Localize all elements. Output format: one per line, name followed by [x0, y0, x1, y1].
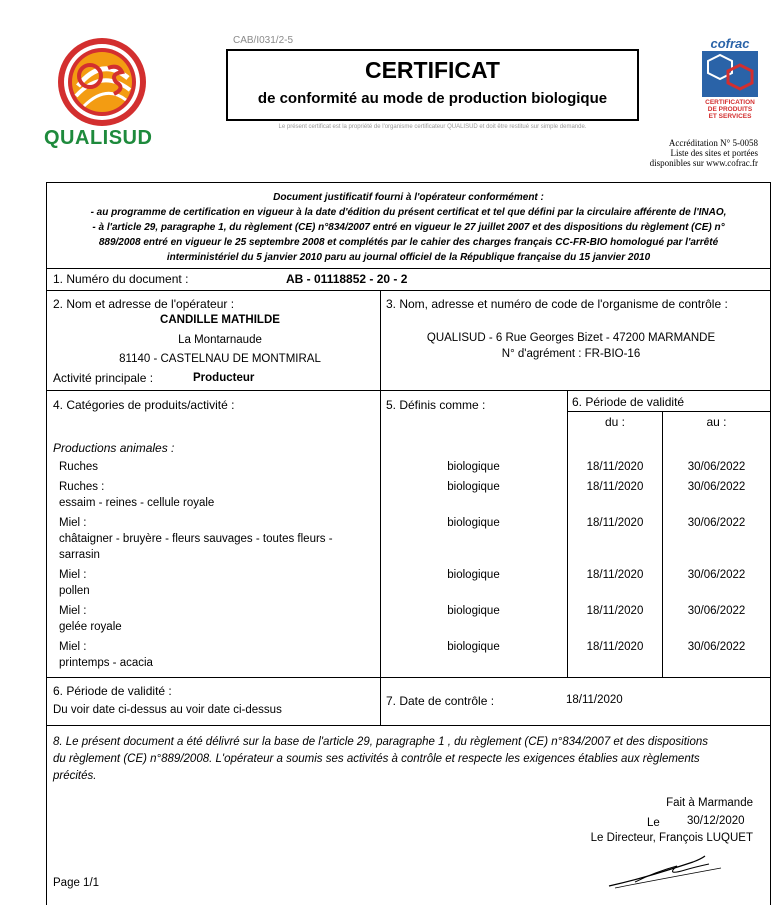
table-row — [46, 605, 771, 639]
product-to: 30/06/2022 — [687, 461, 746, 473]
product-status: biologique — [447, 605, 500, 617]
table-row — [46, 569, 771, 603]
footer-note-line-1: 8. Le présent document a été délivré sur la base de l'article 29, paragraphe 1 , du règlement (CE) n°834/2007 et des dispositions — [53, 736, 709, 748]
product-to: 30/06/2022 — [687, 517, 746, 529]
control-body-line-2: N° d'agrément : FR-BIO-16 — [501, 348, 641, 360]
product-name: Ruches : — [59, 481, 105, 493]
table-row — [46, 517, 771, 567]
divider — [46, 677, 771, 678]
product-status: biologique — [447, 569, 500, 581]
table-row — [46, 481, 771, 515]
intro-line-4: 889/2008 entré en vigueur le 25 septembre 2008 et complétés par le cahier des charges français CC-FR-BIO homologué par l'arrêté — [98, 237, 719, 248]
signature-date: 30/12/2020 — [687, 815, 745, 827]
product-from: 18/11/2020 — [586, 461, 644, 473]
product-status: biologique — [447, 517, 500, 529]
page-subtitle: de conformité au mode de production biologique — [257, 90, 608, 107]
title-box — [226, 49, 639, 121]
control-date-value: 18/11/2020 — [566, 694, 623, 706]
cofrac-emblem-icon — [700, 51, 760, 97]
validity-label: 6. Période de validité : — [53, 684, 172, 698]
operator-name: CANDILLE MATHILDE — [160, 314, 280, 326]
operator-address-1: La Montarnaude — [178, 334, 262, 346]
product-name: Miel : — [59, 517, 87, 529]
cofrac-name: cofrac — [710, 36, 750, 51]
product-status: biologique — [447, 461, 500, 473]
product-from: 18/11/2020 — [586, 481, 644, 493]
operator-label: 2. Nom et adresse de l'opérateur : — [53, 297, 235, 311]
activity-value: Producteur — [193, 372, 255, 384]
product-detail: essaim - reines - cellule royale — [59, 497, 215, 509]
intro-line-5: interministériel du 5 janvier 2010 paru au journal officiel de la République française du 15 janvier 2010 — [166, 252, 651, 263]
product-to: 30/06/2022 — [687, 641, 746, 653]
product-detail: sarrasin — [59, 549, 100, 561]
footer-note — [53, 734, 708, 785]
sites-line-1: Liste des sites et portées — [670, 148, 758, 158]
handwritten-signature — [605, 852, 725, 892]
validity-to-label: au : — [706, 415, 727, 429]
signature-place: Fait à Marmande — [666, 797, 753, 809]
control-date-label: 7. Date de contrôle : — [386, 694, 495, 708]
divider — [567, 411, 771, 412]
product-name: Ruches — [59, 461, 98, 473]
product-name: Miel : — [59, 569, 87, 581]
document-number-value: AB - 01118852 - 20 - 2 — [286, 272, 408, 286]
signature-date-label: Le — [647, 817, 660, 829]
activity-label: Activité principale : — [53, 371, 154, 385]
control-body-label: 3. Nom, adresse et numéro de code de l'organisme de contrôle : — [386, 297, 728, 311]
productions-animales-title: Productions animales : — [53, 441, 175, 455]
product-to: 30/06/2022 — [687, 605, 746, 617]
validity-col-label: 6. Période de validité — [572, 395, 685, 409]
operator-address-2: 81140 - CASTELNAU DE MONTMIRAL — [119, 353, 321, 365]
qualisud-emblem-icon — [56, 36, 148, 128]
property-note: Le présent certificat est la propriété de l'organisme certificateur QUALISUD et doit être restitué sur simple demande. — [278, 124, 587, 130]
document-number-label: 1. Numéro du document : — [53, 272, 189, 286]
intro-text — [47, 190, 770, 265]
product-from: 18/11/2020 — [586, 641, 644, 653]
control-body-line-1: QUALISUD - 6 Rue Georges Bizet - 47200 MARMANDE — [426, 332, 716, 344]
product-name: Miel : — [59, 641, 87, 653]
cofrac-logo — [700, 36, 760, 132]
cofrac-cert-line-2: DE PRODUITS — [707, 106, 753, 113]
defined-as-col-label: 5. Définis comme : — [386, 398, 486, 412]
product-detail: printemps - acacia — [59, 657, 153, 669]
divider — [46, 725, 771, 726]
divider — [46, 290, 771, 291]
product-status: biologique — [447, 481, 500, 493]
divider — [46, 268, 771, 269]
signature-signer: Le Directeur, François LUQUET — [590, 832, 753, 844]
products-col-label: 4. Catégories de produits/activité : — [53, 398, 235, 412]
product-from: 18/11/2020 — [586, 605, 644, 617]
document-ref-code: CAB/I031/2-5 — [233, 35, 294, 46]
product-to: 30/06/2022 — [687, 481, 746, 493]
product-detail: châtaigner - bruyère - fleurs sauvages - toutes fleurs - — [59, 533, 333, 545]
intro-line-1: Document justificatif fourni à l'opérateur conformément : — [273, 192, 544, 203]
accreditation-number: Accréditation N° 5-0058 — [668, 138, 758, 148]
signature-icon — [605, 852, 725, 892]
table-row — [46, 641, 771, 675]
product-name: Miel : — [59, 605, 87, 617]
column-divider — [380, 677, 381, 725]
divider — [46, 390, 771, 391]
product-from: 18/11/2020 — [586, 569, 644, 581]
validity-text: Du voir date ci-dessus au voir date ci-dessus — [53, 704, 282, 716]
page-title: CERTIFICAT — [364, 57, 500, 83]
intro-line-3: - à l'article 29, paragraphe 1, du règlement (CE) n°834/2007 entré en vigueur le 27 juillet 2007 et des dispositions du règlement (CE) n° — [92, 222, 725, 233]
product-to: 30/06/2022 — [687, 569, 746, 581]
sites-line-2: disponibles sur www.cofrac.fr — [649, 158, 758, 168]
footer-note-line-2: du règlement (CE) n°889/2008. L'opérateur a soumis ses activités à contrôle et respecte les exigences établies aux règlements — [53, 753, 700, 765]
cofrac-accreditation — [598, 138, 758, 168]
cofrac-cert-line-3: ET SERVICES — [708, 113, 752, 120]
validity-from-label: du : — [604, 415, 625, 429]
footer-note-line-3: précités. — [53, 770, 97, 782]
table-row — [46, 461, 771, 481]
product-from: 18/11/2020 — [586, 517, 644, 529]
intro-line-2: - au programme de certification en vigueur à la date d'édition du présent certificat et tel que défini par la circulaire afférente de l'INAO, — [90, 207, 727, 218]
qualisud-logo-text: QUALISUD — [44, 127, 153, 149]
product-detail: pollen — [59, 585, 90, 597]
product-detail: gelée royale — [59, 621, 122, 633]
qualisud-logo — [44, 36, 174, 151]
cofrac-cert-line-1: CERTIFICATION — [705, 99, 755, 106]
product-status: biologique — [447, 641, 500, 653]
page-number: Page 1/1 — [53, 877, 100, 889]
